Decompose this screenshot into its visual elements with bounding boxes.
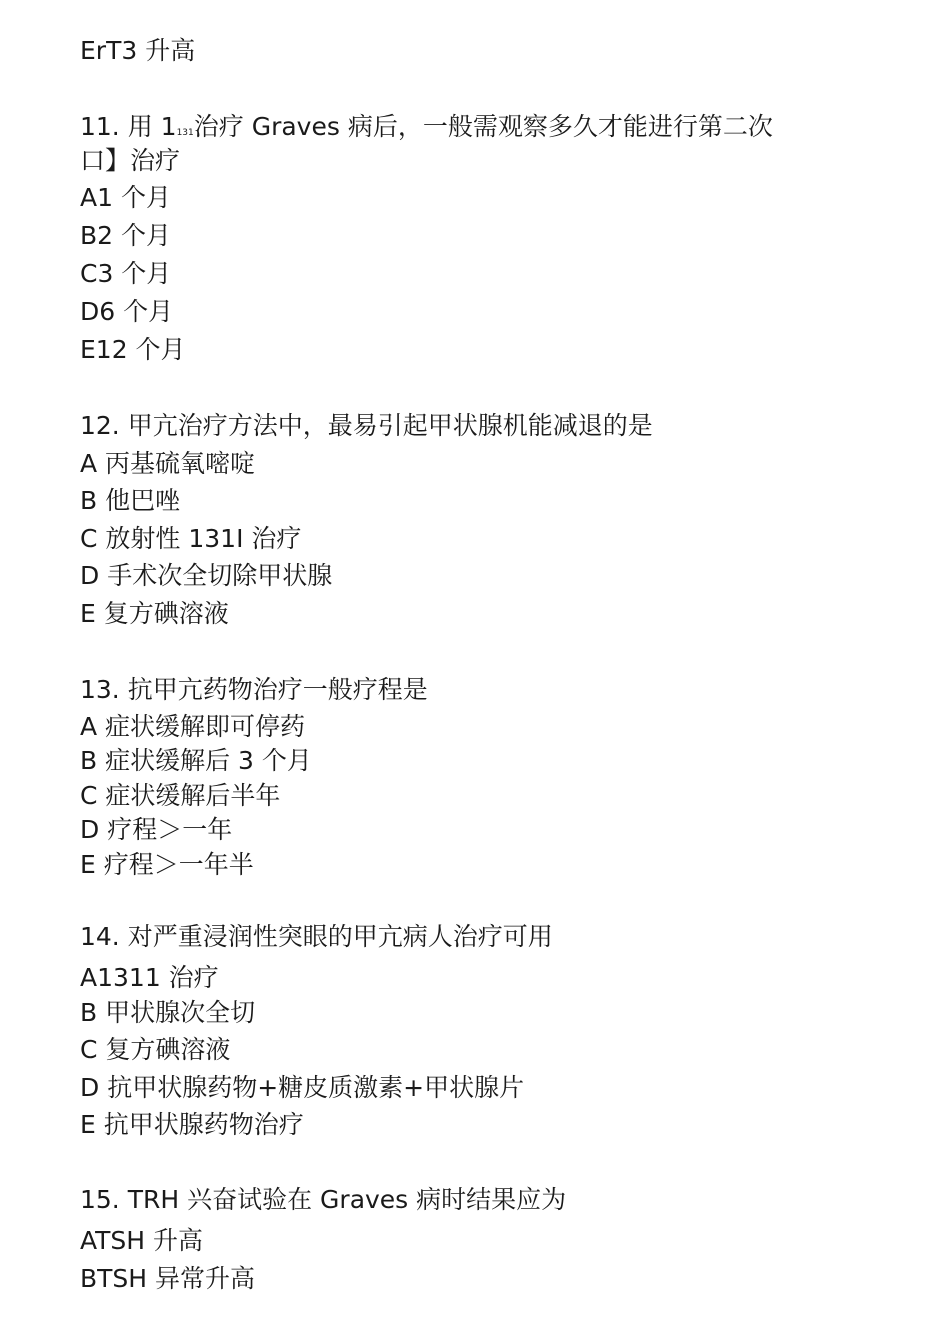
question-11-text-start: 11. 用 1 (80, 112, 177, 141)
question-11-text-end: 治疗 Graves 病后，一般需观察多久才能进行第二次 (193, 112, 773, 141)
option-12-e: E 复方碘溶液 (80, 599, 229, 628)
option-13-c: C 症状缓解后半年 (80, 781, 281, 810)
option-11-d: D6 个月 (80, 297, 174, 326)
answer-option: ErT3 升高 (80, 36, 196, 65)
option-11-c: C3 个月 (80, 259, 172, 288)
option-13-b: B 症状缓解后 3 个月 (80, 746, 312, 775)
option-12-b: B 他巴唑 (80, 486, 181, 515)
option-14-a: A1311 治疗 (80, 963, 219, 992)
option-14-b: B 甲状腺次全切 (80, 998, 256, 1027)
option-14-e: E 抗甲状腺药物治疗 (80, 1110, 304, 1139)
option-12-c: C 放射性 131I 治疗 (80, 524, 302, 553)
option-12-d: D 手术次全切除甲状腺 (80, 561, 333, 590)
option-12-a: A 丙基硫氧嘧啶 (80, 449, 256, 478)
question-11-line-2: 口】治疗 (80, 146, 181, 175)
option-13-d: D 疗程＞一年 (80, 815, 233, 844)
question-11 (80, 110, 773, 144)
option-11-b: B2 个月 (80, 221, 172, 250)
option-15-b: BTSH 异常升高 (80, 1264, 256, 1293)
isotope-subscript: 131 (176, 128, 194, 138)
option-14-c: C 复方碘溶液 (80, 1035, 231, 1064)
question-14: 14. 对严重浸润性突眼的甲亢病人治疗可用 (80, 922, 553, 951)
question-13: 13. 抗甲亢药物治疗一般疗程是 (80, 675, 428, 704)
question-12: 12. 甲亢治疗方法中，最易引起甲状腺机能减退的是 (80, 411, 653, 440)
option-13-a: A 症状缓解即可停药 (80, 712, 306, 741)
option-15-a: ATSH 升高 (80, 1226, 204, 1255)
option-13-e: E 疗程＞一年半 (80, 850, 254, 879)
question-15: 15. TRH 兴奋试验在 Graves 病时结果应为 (80, 1185, 567, 1214)
option-11-e: E12 个月 (80, 335, 186, 364)
option-14-d: D 抗甲状腺药物+糖皮质激素+甲状腺片 (80, 1073, 525, 1102)
option-11-a: A1 个月 (80, 183, 171, 212)
